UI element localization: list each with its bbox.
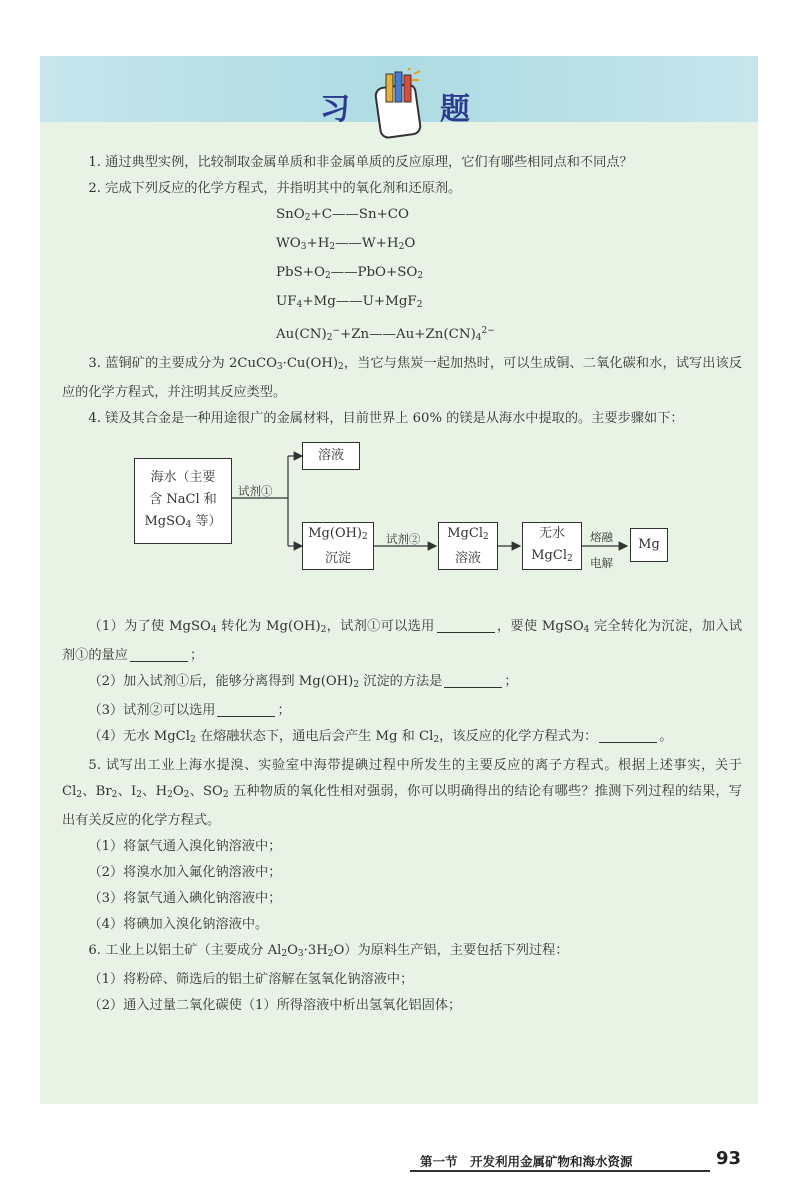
reagent-2-label: 试剂② (386, 532, 421, 546)
question-5-item-4: （4）将碘加入溴化钠溶液中。 (88, 917, 269, 932)
mg-extraction-flowchart (62, 436, 742, 604)
question-6-item-2: （2）通入过量二氧化碳使（1）所得溶液中析出氢氧化铝固体； (88, 998, 462, 1013)
question-5-item-1: （1）将氯气通入溴化钠溶液中； (88, 839, 282, 854)
question-2: 2. 完成下列反应的化学方程式，并指明其中的氧化剂和还原剂。 (88, 181, 462, 196)
question-5-item-2: （2）将溴水加入氟化钠溶液中； (88, 865, 282, 880)
mgcl2-solution-box: MgCl$_2$ 溶液 (438, 522, 498, 570)
question-4-part-3: （3）试剂②可以选用 ； (88, 703, 291, 718)
answer-blank (437, 618, 495, 633)
question-5: 5. 试写出工业上海水提溴、实验室中海带提碘过程中所发生的主要反应的离子方程式。根据上述事实，关于 $Cl_2$、$Br_2$、$I_2$、$H_2O_2$、$SO_2$ 五种物质的氧化性相对强弱，你可以明确得出的结论有哪些？推测下列过程的结果，写出有关反应的化学方程式。 (62, 758, 742, 828)
question-6-item-1: （1）将粉碎、筛选后的铝土矿溶解在氢氧化钠溶液中； (88, 972, 414, 987)
solution-box: 溶液 (302, 442, 360, 470)
footer-section-title: 第一节 开发利用金属矿物和海水资源 (420, 1154, 633, 1169)
equation-2: $WO_3+H_2——W+H_2O$ (276, 236, 416, 252)
equation-5: $Au(CN)_2^-+Zn——Au+Zn(CN)_4^{2-}$ (276, 326, 495, 343)
equation-3: $PbS+O_2——PbO+SO_2$ (276, 265, 424, 281)
anhydrous-mgcl2-box: 无水 MgCl$_2$ (522, 522, 582, 570)
banner-title-right: 题 (440, 92, 472, 127)
answer-blank (599, 728, 657, 743)
question-1: 1. 通过典型实例，比较制取金属单质和非金属单质的反应原理，它们有哪些相同点和不同点？ (88, 155, 633, 170)
question-4-part-4: （4）无水 MgCl$_2$ 在熔融状态下，通电后会产生 Mg 和 $Cl_2$，该反应的化学方程式为： 。 (88, 729, 673, 745)
footer-rule (410, 1170, 710, 1172)
question-4-part-1: （1）为了使 MgSO$_4$ 转化为 $Mg(OH)_2$，试剂①可以选用 ，要使 MgSO$_4$ 完全转化为沉淀，加入试剂①的量应 ； (62, 619, 743, 663)
molten-label: 熔融 (590, 530, 613, 544)
mg-hydroxide-box: $Mg(OH)_2$ 沉淀 (302, 522, 374, 570)
equation-4: $UF_4+Mg——U+MgF_2$ (276, 294, 423, 310)
answer-blank (444, 673, 502, 688)
question-4-part-2: （2）加入试剂①后，能够分离得到 $Mg(OH)_2$ 沉淀的方法是 ； (88, 674, 518, 690)
equation-1: SnO$_2$+C——Sn+CO (276, 207, 410, 223)
question-6: 6. 工业上以铝土矿（主要成分 $Al_2O_3\cdot 3H_2O$）为原料生产铝，主要包括下列过程： (88, 943, 569, 959)
page-number: 93 (716, 1148, 742, 1169)
seawater-box: 海水（主要 含 NaCl 和 MgSO$_4$ 等） (134, 458, 232, 544)
question-5-item-3: （3）将氯气通入碘化钠溶液中； (88, 891, 282, 906)
pencil-cup-icon (368, 68, 430, 140)
question-3: 3. 蓝铜矿的主要成分为 $2CuCO_3\cdot Cu(OH)_2$，当它与焦炭一起加热时，可以生成铜、二氧化碳和水，试写出该反应的化学方程式，并注明其反应类型。 (62, 356, 743, 400)
reagent-1-label: 试剂① (238, 484, 273, 498)
answer-blank (130, 647, 188, 662)
exercise-content (62, 150, 742, 1019)
answer-blank (217, 702, 275, 717)
banner-title-left: 习 (320, 92, 352, 127)
electrolysis-label: 电解 (590, 556, 613, 570)
question-4: 4. 镁及其合金是一种用途很广的金属材料，目前世界上 60% 的镁是从海水中提取的。主要步骤如下： (88, 411, 684, 426)
mg-product-box: Mg (630, 528, 668, 562)
